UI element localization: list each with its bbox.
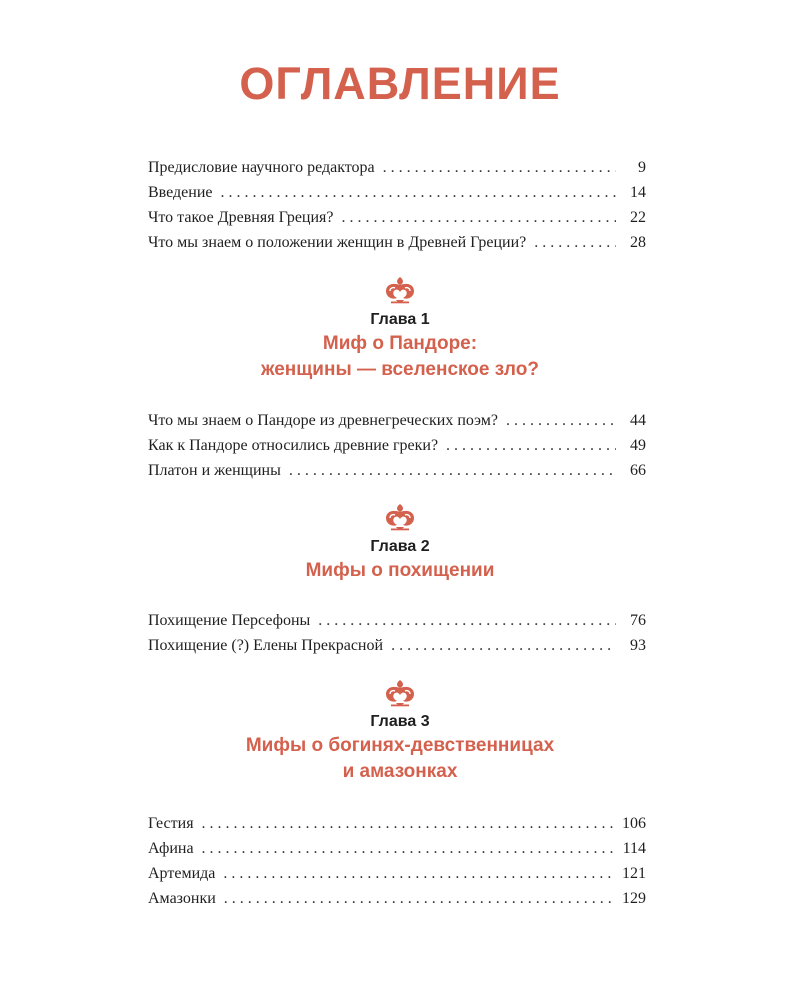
leader-dots [446, 433, 616, 458]
toc-entry[interactable] [148, 633, 646, 658]
toc-entry[interactable] [148, 408, 646, 433]
chapter-2-entries [148, 608, 646, 658]
leader-dots [223, 861, 614, 886]
chapter-label: Глава 3 [370, 713, 430, 730]
entry-page: 76 [630, 612, 646, 629]
leader-dots [289, 458, 616, 483]
entry-page: 14 [630, 184, 646, 201]
entry-title: Похищение (?) Елены Прекрасной [148, 637, 384, 654]
toc-entry[interactable] [148, 811, 646, 836]
entry-title: Артемида [148, 865, 216, 882]
entry-page: 9 [638, 159, 646, 176]
entry-page: 114 [622, 840, 646, 857]
floral-ornament-icon [383, 276, 417, 304]
entry-title: Афина [148, 840, 194, 857]
toc-entry[interactable] [148, 861, 646, 886]
leader-dots [534, 230, 616, 255]
entry-title: Платон и женщины [148, 462, 281, 479]
chapter-1-heading [0, 309, 800, 383]
chapter-name-line: Миф о Пандоре: [322, 333, 478, 354]
entry-title: Что мы знаем о Пандоре из древнегреческих поэм? [148, 412, 499, 429]
chapter-name-line: и амазонках [342, 761, 458, 782]
leader-dots [506, 408, 616, 433]
entry-page: 66 [630, 462, 646, 479]
chapter-label: Глава 2 [370, 538, 430, 555]
toc-entry[interactable] [148, 608, 646, 633]
entry-page: 28 [630, 234, 646, 251]
chapter-name-line: женщины — вселенское зло? [261, 359, 539, 380]
chapter-name-line: Мифы о богинях-девственницах [245, 735, 555, 756]
entry-page: 44 [630, 412, 646, 429]
leader-dots [318, 608, 616, 633]
intro-list [148, 155, 646, 255]
entry-title: Что мы знаем о положении женщин в Древней Греции? [148, 234, 527, 251]
entry-page: 129 [622, 890, 646, 907]
toc-entry[interactable] [148, 180, 646, 205]
entry-page: 121 [622, 865, 646, 882]
toc-entry[interactable] [148, 458, 646, 483]
toc-entry[interactable] [148, 433, 646, 458]
chapter-name-line: Мифы о похищении [305, 560, 495, 581]
leader-dots [202, 811, 614, 836]
toc-entry[interactable] [148, 155, 646, 180]
entry-title: Амазонки [148, 890, 216, 907]
toc-entry[interactable] [148, 886, 646, 911]
entry-title: Гестия [148, 815, 194, 832]
toc-entry[interactable] [148, 205, 646, 230]
floral-ornament-icon [383, 679, 417, 707]
leader-dots [391, 633, 616, 658]
entry-title: Как к Пандоре относились древние греки? [148, 437, 439, 454]
toc-entry[interactable] [148, 230, 646, 255]
floral-ornament-icon [383, 503, 417, 531]
chapter-label: Глава 1 [370, 311, 430, 328]
entry-title: Что такое Древняя Греция? [148, 209, 334, 226]
entry-title: Похищение Персефоны [148, 612, 311, 629]
entry-title: Введение [148, 184, 213, 201]
leader-dots [224, 886, 614, 911]
leader-dots [221, 180, 617, 205]
entry-title: Предисловие научного редактора [148, 159, 375, 176]
entry-page: 22 [630, 209, 646, 226]
leader-dots [383, 155, 616, 180]
toc-entry[interactable] [148, 836, 646, 861]
entry-page: 49 [630, 437, 646, 454]
page-title: ОГЛАВЛЕНИЕ [239, 58, 561, 109]
chapter-3-entries [148, 811, 646, 911]
leader-dots [342, 205, 616, 230]
entry-page: 93 [630, 637, 646, 654]
chapter-2-heading [0, 536, 800, 584]
chapter-1-entries [148, 408, 646, 483]
leader-dots [202, 836, 615, 861]
entry-page: 106 [622, 815, 646, 832]
chapter-3-heading [0, 711, 800, 785]
